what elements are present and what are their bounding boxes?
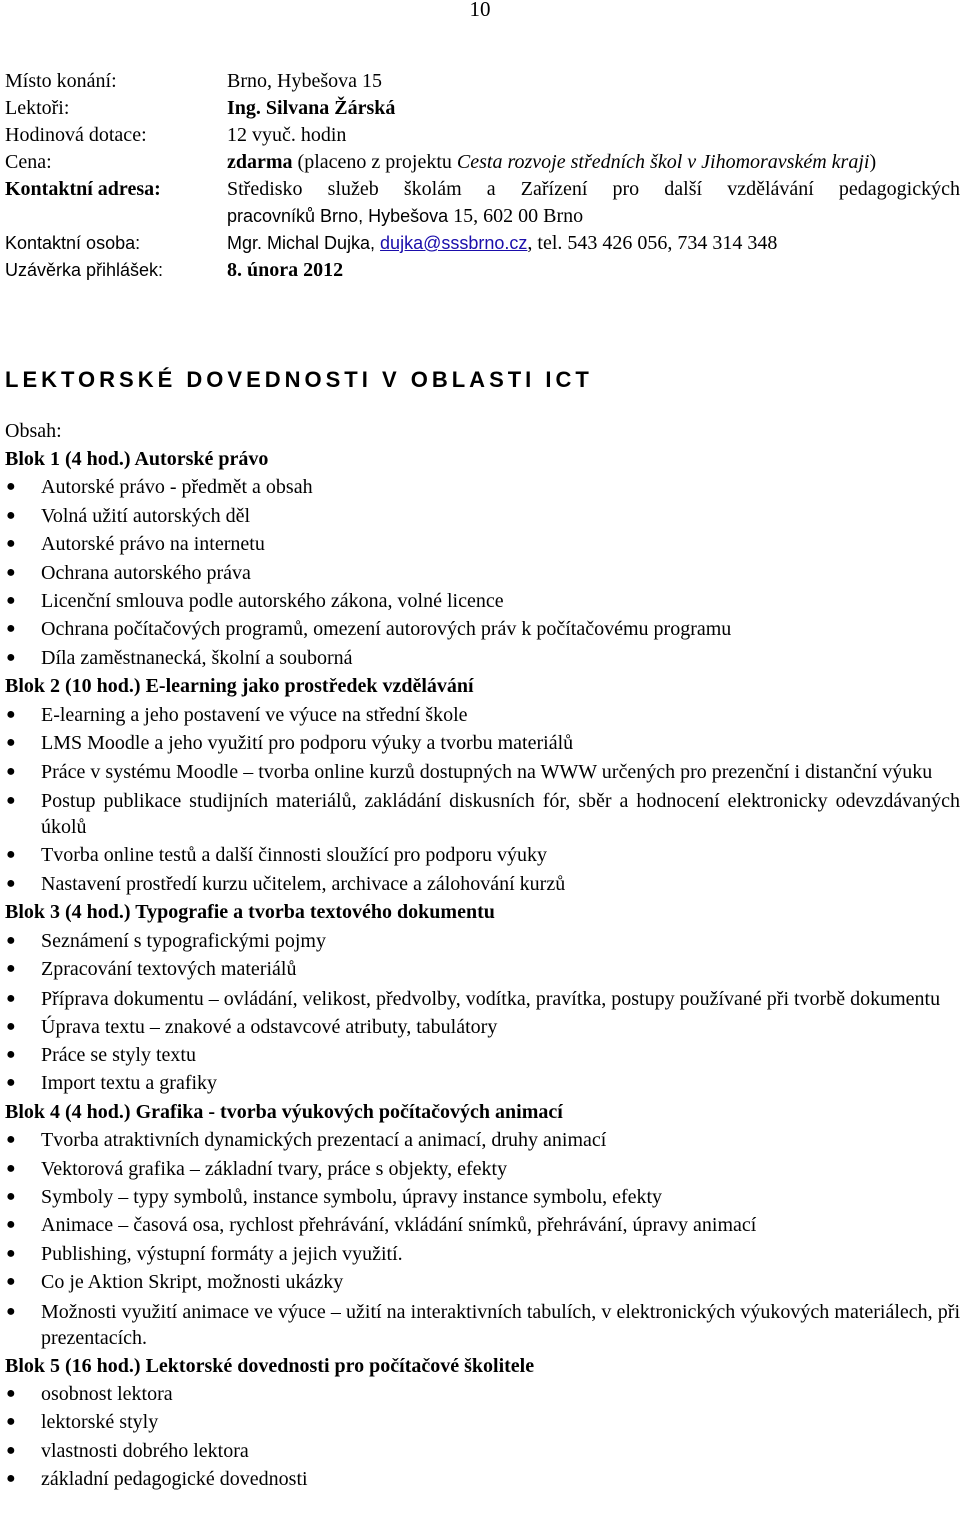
list-item-text: Postup publikace studijních materiálů, zakládání diskusních fór, sběr a hodnocení elektronicky odevzdávaných úkolů [41, 790, 960, 839]
list-item [5, 841, 960, 869]
block-title-prefix: Blok 1 (4 hod.) [5, 448, 131, 470]
block-items [5, 701, 960, 899]
contact-row [5, 230, 960, 257]
list-item [5, 1183, 960, 1211]
bullet-icon: ● [6, 1470, 16, 1488]
bullet-icon: ● [6, 1413, 16, 1431]
list-item-text: Nastavení prostředí kurzu učitelem, archivace a zálohování kurzů [41, 872, 566, 895]
list-item [5, 1041, 960, 1069]
list-item [5, 870, 960, 898]
block-title-prefix: Blok 4 (4 hod.) [5, 1100, 131, 1123]
list-item-text: Tvorba online testů a další činnosti sloužící pro podporu výuky [41, 844, 548, 867]
address-line2-sans: pracovníků Brno, Hybešova [227, 206, 449, 226]
course-block [5, 1352, 960, 1494]
bullet-icon: ● [6, 1441, 16, 1459]
list-item-text: Licenční smlouva podle autorského zákona, volné licence [41, 590, 504, 613]
list-item [5, 1240, 960, 1268]
address-line1: Středisko služeb školám a Zařízení pro další vzdělávání pedagogických [227, 178, 960, 200]
bullet-icon: ● [6, 478, 16, 496]
list-item-text: Zpracování textových materiálů [41, 958, 297, 981]
list-item [5, 927, 960, 955]
hours-label: Hodinová dotace: [5, 124, 147, 146]
contact-phone: , tel. 543 426 056, 734 314 348 [527, 232, 778, 254]
block-title [5, 445, 960, 473]
venue-value: Brno, Hybešova 15 [227, 70, 382, 92]
contact-label: Kontaktní osoba: [5, 233, 141, 253]
list-item [5, 644, 960, 672]
list-item [5, 786, 960, 841]
course-block [5, 1098, 960, 1352]
list-item [5, 1465, 960, 1493]
list-item [5, 530, 960, 558]
block-title [5, 672, 960, 700]
course-content [5, 418, 960, 1494]
bullet-icon: ● [6, 1017, 16, 1035]
list-item [5, 1069, 960, 1097]
list-item-text: Volná užití autorských děl [41, 504, 251, 527]
block-title-text: Autorské právo [130, 448, 269, 470]
list-item-text: lektorské styly [41, 1411, 159, 1434]
course-block [5, 445, 960, 672]
bullet-icon: ● [6, 563, 16, 581]
bullet-icon: ● [6, 1159, 16, 1177]
list-item [5, 1437, 960, 1465]
list-item-text: Práce v systému Moodle – tvorba online kurzů dostupných na WWW určených pro prezenční i distanční výuku [41, 761, 933, 784]
bullet-icon: ● [6, 734, 16, 752]
bullet-icon: ● [6, 620, 16, 638]
course-info [5, 68, 960, 284]
list-item-text: LMS Moodle a jeho využití pro podporu výuky a tvorbu materiálů [41, 732, 574, 755]
block-title [5, 1352, 960, 1380]
list-item [5, 473, 960, 501]
venue-label: Místo konání: [5, 70, 117, 92]
page-number: 10 [469, 0, 491, 21]
list-item-text: Úprava textu – znakové a odstavcové atributy, tabulátory [41, 1015, 498, 1038]
hours-row [5, 122, 960, 149]
list-item [5, 1268, 960, 1296]
lecturers-label: Lektoři: [5, 97, 70, 119]
list-item-text: Autorské právo na internetu [41, 533, 265, 556]
block-title-text: Typografie a tvorba textového dokumentu [130, 901, 495, 924]
address-line2 [227, 203, 960, 230]
price-value [227, 149, 960, 176]
block-title-prefix: Blok 5 (16 hod.) [5, 1354, 141, 1377]
bullet-icon: ● [6, 763, 16, 781]
list-item-text: Díla zaměstnanecká, školní a souborná [41, 646, 353, 669]
bullet-icon: ● [6, 1302, 16, 1320]
address-line2-serif: 15, 602 00 Brno [448, 205, 584, 227]
bullet-icon: ● [6, 1273, 16, 1291]
price-row [5, 149, 960, 176]
bullet-icon: ● [6, 874, 16, 892]
bullet-icon: ● [6, 1384, 16, 1402]
list-item [5, 757, 960, 786]
list-item-text: osobnost lektora [41, 1382, 173, 1405]
bullet-icon: ● [6, 535, 16, 553]
list-item-text: Tvorba atraktivních dynamických prezentací a animací, druhy animací [41, 1129, 607, 1152]
lecturers-row [5, 95, 960, 122]
list-item [5, 1408, 960, 1436]
list-item-text: vlastnosti dobrého lektora [41, 1439, 249, 1462]
list-item-text: Možnosti využití animace ve výuce – užití na interaktivních tabulích, v elektronických výukových materiálech, při prezentacích. [41, 1300, 960, 1349]
lecturers-value: Ing. Silvana Žárská [227, 97, 396, 119]
contact-value [227, 230, 960, 257]
bullet-icon: ● [6, 792, 16, 810]
list-item-text: E-learning a jeho postavení ve výuce na střední škole [41, 703, 468, 726]
list-item-text: Ochrana autorského práva [41, 561, 251, 584]
hours-value: 12 vyuč. hodin [227, 124, 347, 146]
list-item-text: Vektorová grafika – základní tvary, práce s objekty, efekty [41, 1157, 508, 1180]
list-item [5, 1297, 960, 1352]
block-title-text: Grafika - tvorba výukových počítačových animací [130, 1100, 563, 1123]
block-title [5, 1098, 960, 1126]
bullet-icon: ● [6, 960, 16, 978]
bullet-icon: ● [6, 1216, 16, 1234]
course-block [5, 898, 960, 1097]
bullet-icon: ● [6, 1187, 16, 1205]
course-blocks [5, 445, 960, 1494]
list-item-text: základní pedagogické dovednosti [41, 1468, 308, 1491]
block-title-prefix: Blok 3 (4 hod.) [5, 901, 131, 924]
address-value [227, 176, 960, 230]
list-item [5, 701, 960, 729]
list-item-text: Co je Aktion Skript, možnosti ukázky [41, 1271, 344, 1294]
bullet-icon: ● [6, 592, 16, 610]
course-block [5, 672, 960, 898]
list-item [5, 615, 960, 643]
price-paren-open: (placeno z projektu [297, 151, 457, 173]
deadline-label: Uzávěrka přihlášek: [5, 260, 164, 280]
list-item [5, 1155, 960, 1183]
list-item-text: Příprava dokumentu – ovládání, velikost, předvolby, vodítka, pravítka, postupy používané při tvorbě dokumentu [41, 987, 941, 1010]
venue-row [5, 68, 960, 95]
block-title-text: E-learning jako prostředek vzdělávání [140, 675, 474, 698]
bullet-icon: ● [6, 705, 16, 723]
address-row [5, 176, 960, 230]
list-item-text: Animace – časová osa, rychlost přehrávání, vkládání snímků, přehrávání, úpravy animací [41, 1214, 757, 1237]
list-item-text: Import textu a grafiky [41, 1072, 218, 1095]
bullet-icon: ● [6, 1131, 16, 1149]
price-label: Cena: [5, 151, 52, 173]
obsah-label: Obsah: [5, 420, 62, 442]
bullet-icon: ● [6, 931, 16, 949]
list-item [5, 729, 960, 757]
list-item [5, 559, 960, 587]
block-title-text: Lektorské dovednosti pro počítačové školitele [140, 1354, 535, 1377]
block-items [5, 1126, 960, 1351]
list-item [5, 1380, 960, 1408]
deadline-row [5, 257, 960, 284]
bullet-icon: ● [6, 506, 16, 524]
contact-email-link[interactable]: dujka@sssbrno.cz [380, 233, 528, 253]
list-item [5, 1013, 960, 1041]
contact-name: Mgr. Michal Dujka, [227, 233, 381, 253]
list-item [5, 502, 960, 530]
deadline-value: 8. února 2012 [227, 259, 344, 281]
price-project: Cesta rozvoje středních škol v Jihomoravském kraji [456, 151, 870, 173]
list-item [5, 955, 960, 983]
address-label: Kontaktní adresa: [5, 178, 161, 200]
course-title: LEKTORSKÉ DOVEDNOSTI V OBLASTI ICT [5, 367, 593, 392]
block-items [5, 1380, 960, 1494]
block-title-prefix: Blok 2 (10 hod.) [5, 675, 141, 698]
price-free: zdarma [227, 151, 293, 173]
list-item [5, 1211, 960, 1239]
bullet-icon: ● [6, 1074, 16, 1092]
list-item-text: Autorské právo - předmět a obsah [41, 476, 313, 499]
list-item [5, 984, 960, 1013]
bullet-icon: ● [6, 648, 16, 666]
list-item-text: Ochrana počítačových programů, omezení autorových práv k počítačovému programu [41, 618, 732, 641]
list-item-text: Seznámení s typografickými pojmy [41, 929, 326, 952]
block-items [5, 473, 960, 672]
price-paren-close: ) [869, 151, 877, 173]
bullet-icon: ● [6, 989, 16, 1007]
list-item-text: Symboly – typy symbolů, instance symbolu, úpravy instance symbolu, efekty [41, 1185, 663, 1208]
block-title [5, 898, 960, 926]
list-item [5, 1126, 960, 1154]
bullet-icon: ● [6, 1244, 16, 1262]
list-item-text: Práce se styly textu [41, 1043, 196, 1066]
block-items [5, 927, 960, 1098]
list-item [5, 587, 960, 615]
list-item-text: Publishing, výstupní formáty a jejich využití. [41, 1242, 403, 1265]
bullet-icon: ● [6, 1045, 16, 1063]
bullet-icon: ● [6, 846, 16, 864]
